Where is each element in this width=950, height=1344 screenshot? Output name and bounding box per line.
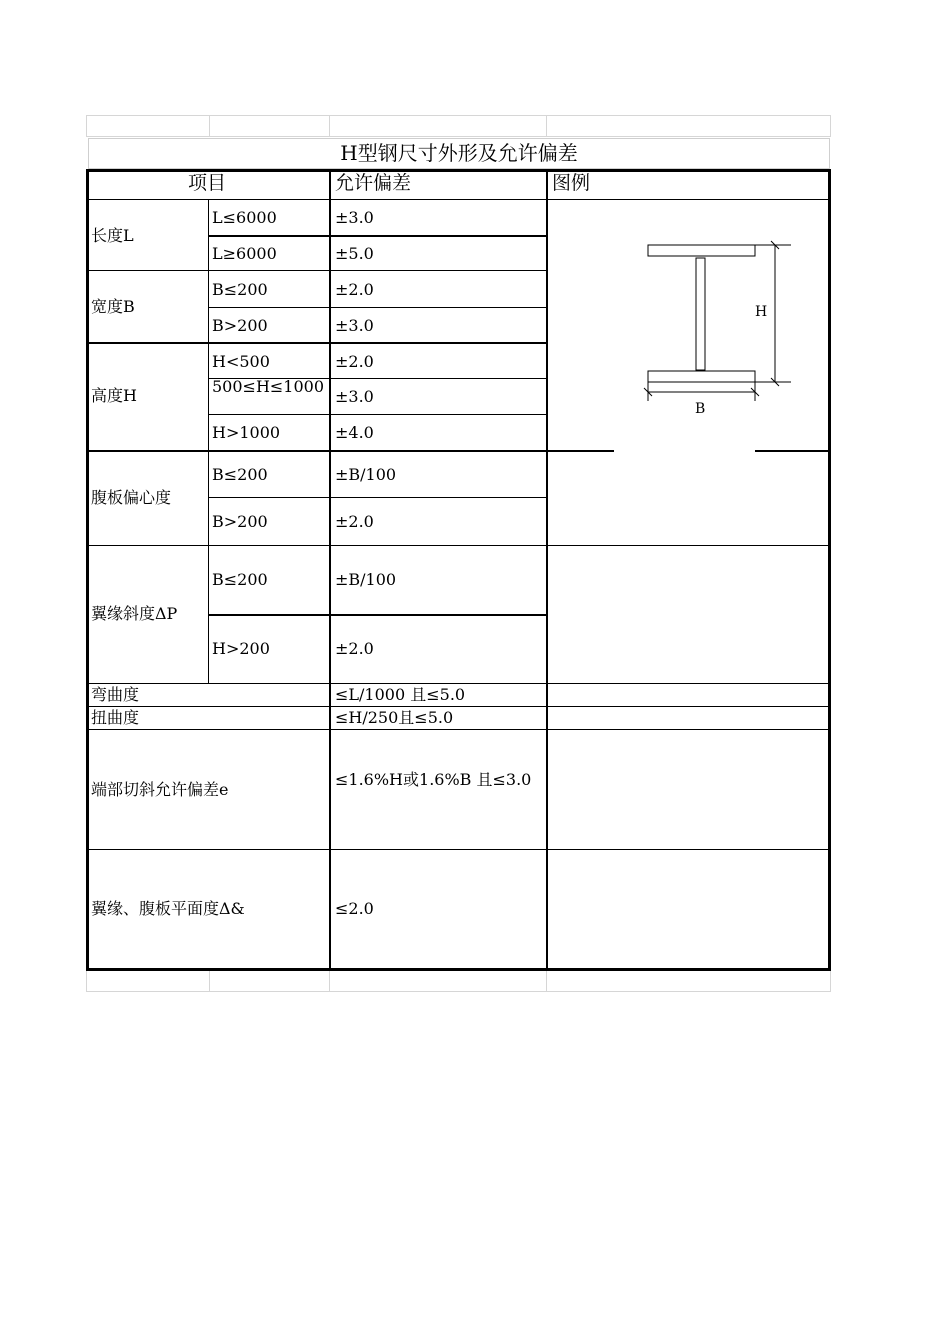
tolerance-value: ≤L/1000 且≤5.0 — [335, 685, 466, 704]
tolerance-value: ±3.0 — [335, 316, 374, 335]
sub-condition: B>200 — [212, 512, 268, 531]
header-tolerance: 允许偏差 — [335, 172, 412, 194]
tolerance-value: ±4.0 — [335, 423, 374, 442]
tolerance-value: ±B/100 — [335, 570, 397, 589]
tolerance-value: ±2.0 — [335, 639, 374, 658]
row-label-twisting: 扭曲度 — [91, 708, 140, 727]
grid-cell-bottom — [209, 970, 330, 992]
tolerance-value: ±2.0 — [335, 352, 374, 371]
grid-cell-top — [209, 115, 330, 137]
sub-condition: H>200 — [212, 639, 270, 658]
grid-cell-top — [546, 115, 831, 137]
tolerance-value: ±2.0 — [335, 280, 374, 299]
sub-condition: B≤200 — [212, 465, 268, 484]
tolerance-value: ±5.0 — [335, 244, 374, 263]
tolerance-value: ≤1.6%H或1.6%B 且≤3.0 — [335, 770, 532, 789]
tolerance-value: ±2.0 — [335, 512, 374, 531]
sub-condition: L≤6000 — [212, 208, 277, 227]
grid-cell-bottom — [546, 970, 831, 992]
row-label-flange-slope: 翼缘斜度ΔP — [91, 604, 178, 623]
dimension-label-h: H — [755, 304, 768, 320]
sub-condition: 500≤H≤1000 — [212, 377, 325, 396]
tolerance-value: ±3.0 — [335, 387, 374, 406]
header-item: 项目 — [188, 172, 227, 194]
row-label-web-offset: 腹板偏心度 — [91, 488, 172, 507]
dimension-label-b: B — [695, 401, 706, 417]
tolerance-value: ±3.0 — [335, 208, 374, 227]
grid-cell-bottom — [329, 970, 547, 992]
tolerance-value: ±B/100 — [335, 465, 397, 484]
tolerance-value: ≤2.0 — [335, 899, 374, 918]
row-label-length: 长度L — [91, 226, 134, 245]
bottom-flange — [648, 371, 755, 382]
row-label-end-cut: 端部切斜允许偏差e — [91, 780, 229, 799]
table-title: H型钢尺寸外形及允许偏差 — [88, 138, 830, 169]
h-beam-diagram — [548, 201, 828, 449]
web — [696, 258, 705, 370]
grid-cell-top — [329, 115, 547, 137]
grid-cell-bottom — [86, 970, 210, 992]
grid-cell-top — [86, 115, 210, 137]
sub-condition: L≥6000 — [212, 244, 277, 263]
row-label-height: 高度H — [91, 386, 137, 405]
sub-condition: H<500 — [212, 352, 270, 371]
top-flange — [648, 245, 755, 256]
row-label-bending: 弯曲度 — [91, 685, 140, 704]
sub-condition: B>200 — [212, 316, 268, 335]
tolerance-value: ≤H/250且≤5.0 — [335, 708, 454, 727]
sub-condition: B≤200 — [212, 570, 268, 589]
sub-condition: H>1000 — [212, 423, 281, 442]
row-label-width: 宽度B — [91, 297, 135, 316]
sub-condition: B≤200 — [212, 280, 268, 299]
row-label-flatness: 翼缘、腹板平面度Δ& — [91, 899, 245, 918]
header-figure: 图例 — [552, 172, 591, 194]
